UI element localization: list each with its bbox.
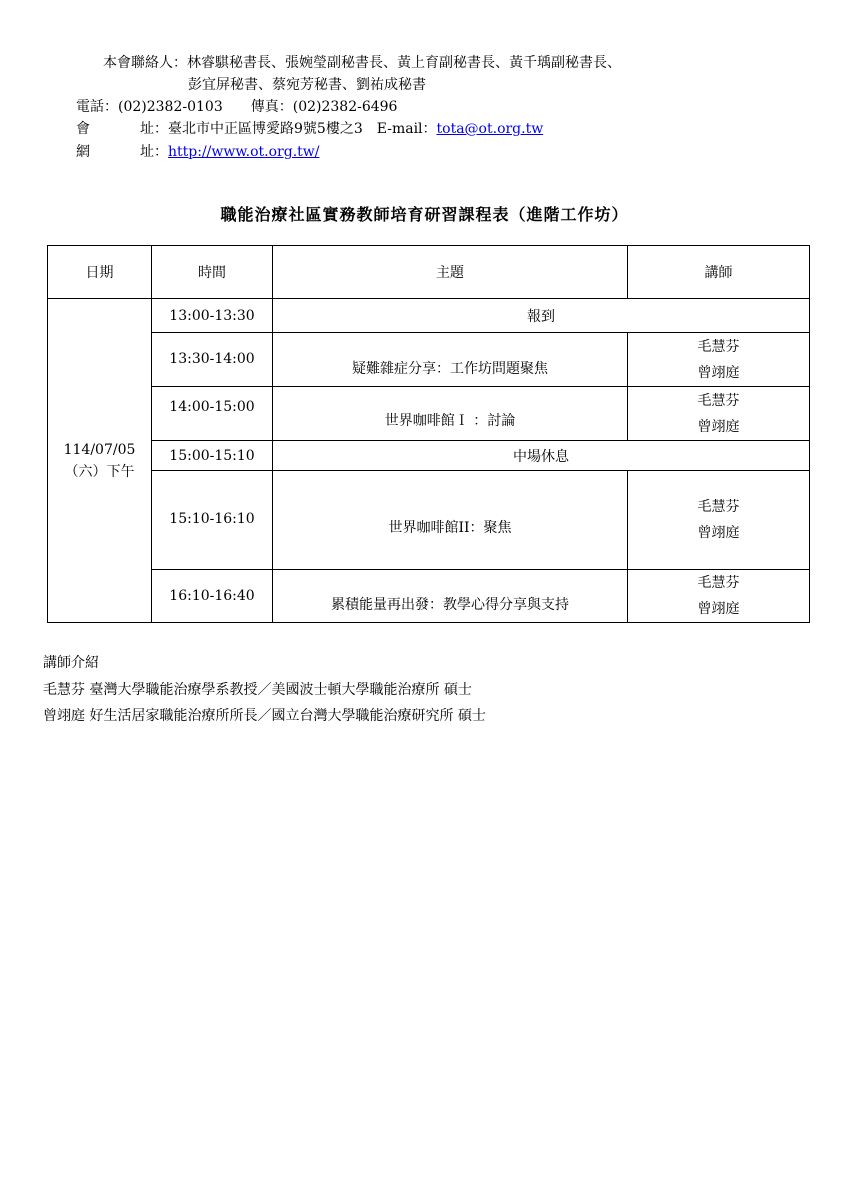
- address-label: 會: [76, 121, 90, 137]
- time-cell: 16:10-16:40: [152, 570, 273, 623]
- page-title: 職能治療社區實務教師培育研習課程表（進階工作坊）: [220, 205, 629, 224]
- contact-address-line: [76, 120, 543, 138]
- time-cell: 15:10-16:10: [152, 471, 273, 570]
- speaker-cell: [628, 333, 810, 387]
- header-time: 時間: [152, 246, 273, 299]
- speaker-name: 毛慧芬: [697, 575, 740, 591]
- header-topic: 主題: [273, 246, 628, 299]
- speaker-intro-line: 曾翊庭 好生活居家職能治療所所長／國立台灣大學職能治療研究所 碩士: [43, 708, 486, 724]
- speaker-name: 毛慧芬: [697, 338, 740, 355]
- address-text: 址：臺北市中正區博愛路9號5樓之3: [140, 121, 363, 137]
- website-label-suffix: 址：: [140, 144, 168, 160]
- speaker-name: 曾翊庭: [697, 418, 740, 435]
- speaker-cell: [628, 471, 810, 570]
- speaker-name: 毛慧芬: [697, 499, 740, 515]
- topic-cell: 世界咖啡館Ｉ ：討論: [273, 387, 628, 441]
- phone-number: 電話：(02)2382-0103: [76, 99, 223, 115]
- table-row: [48, 441, 810, 471]
- table-row: [48, 333, 810, 387]
- table-row: [48, 471, 810, 570]
- fax-number: 傳真：(02)2382-6496: [250, 99, 398, 115]
- topic-cell: 世界咖啡館II：聚焦: [273, 471, 628, 570]
- speaker-intro-heading: 講師介紹: [43, 655, 99, 671]
- speaker-name: 毛慧芬: [697, 392, 740, 409]
- time-cell: 13:30-14:00: [152, 333, 273, 387]
- speaker-cell: [628, 570, 810, 623]
- date-period: （六）下午: [64, 463, 135, 480]
- topic-cell: 中場休息: [273, 441, 810, 471]
- time-cell: 13:00-13:30: [152, 299, 273, 333]
- table-row: [48, 387, 810, 441]
- table-row: [48, 570, 810, 623]
- contact-website-line: [76, 143, 319, 161]
- time-cell: 14:00-15:00: [152, 387, 273, 441]
- speaker-name: 曾翊庭: [697, 525, 740, 541]
- date-text: 114/07/05: [63, 441, 136, 458]
- website-link[interactable]: http://www.ot.org.tw/: [168, 144, 320, 160]
- topic-cell: 報到: [273, 299, 810, 333]
- contact-people-line-1: 本會聯絡人：林睿騏秘書長、張婉瑩副秘書長、黃上育副秘書長、黃千瑀副秘書長、: [103, 55, 621, 71]
- header-speaker: 講師: [628, 246, 810, 299]
- speaker-name: 曾翊庭: [697, 364, 740, 381]
- topic-cell: 累積能量再出發：教學心得分享與支持: [273, 570, 628, 623]
- time-cell: 15:00-15:10: [152, 441, 273, 471]
- contact-people-line-2: 彭宜屏秘書、蔡宛芳秘書、劉祐成秘書: [188, 77, 426, 93]
- email-link[interactable]: tota@ot.org.tw: [436, 121, 544, 137]
- topic-cell: 疑難雜症分享：工作坊問題聚焦: [273, 333, 628, 387]
- schedule-table: [47, 245, 810, 623]
- speaker-intro-line: 毛慧芬 臺灣大學職能治療學系教授／美國波士頓大學職能治療所 碩士: [43, 682, 472, 698]
- table-header-row: [48, 246, 810, 299]
- speaker-name: 曾翊庭: [697, 601, 740, 617]
- email-label: E-mail：: [376, 121, 437, 137]
- date-cell: [48, 299, 152, 623]
- header-date: 日期: [48, 246, 152, 299]
- contact-phone-fax-line: [76, 98, 397, 116]
- speaker-cell: [628, 387, 810, 441]
- website-label: 網: [76, 144, 90, 160]
- table-row: [48, 299, 810, 333]
